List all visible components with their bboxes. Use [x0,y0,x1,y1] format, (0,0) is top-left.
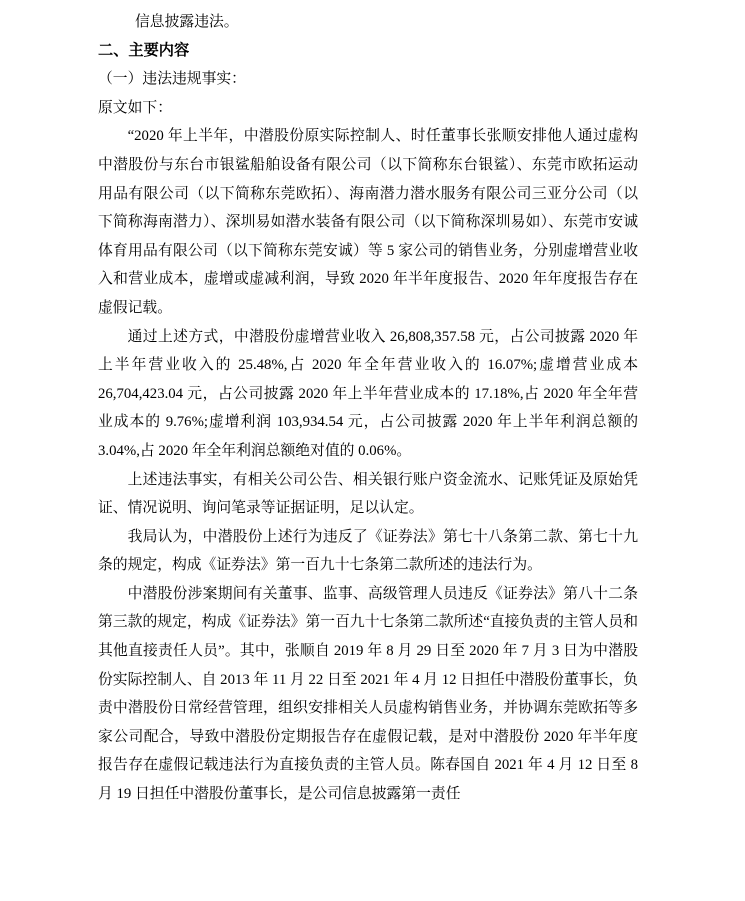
paragraph-responsibility: 中潜股份涉案期间有关董事、监事、高级管理人员违反《证券法》第八十二条第三款的规定，构成《证券法》第一百九十七条第二款所述“直接负责的主管人员和其他直接责任人员”。其中，张顺自 2019 年 8 月 29 日至 2020 年 7 月 3 日为中潜股份实际控制人、自 2013 年 11 月 22 日至 2021 年 4 月 12 日担任中潜股份董事长，负责中潜股份日常经营管理，组织安排相关人员虚构销售业务，并协调东莞欧拓等多家公司配合，导致中潜股份定期报告存在虚假记载，是对中潜股份 2020 年半年度报告存在虚假记载违法行为直接负责的主管人员。陈春国自 2021 年 4 月 12 日至 8 月 19 日担任中潜股份董事长，是公司信息披露第一责任 [98,585,638,803]
paragraph-opinion: 我局认为，中潜股份上述行为违反了《证券法》第七十八条第二款、第七十九条的规定，构成《证券法》第一百九十七条第二款所述的违法行为。 [98,528,638,574]
subsection-heading: （一）违法违规事实： [98,71,246,88]
lead-line: 原文如下： [98,99,172,116]
section-heading: 二、主要内容 [98,41,190,59]
paragraph-evidence: 上述违法事实，有相关公司公告、相关银行账户资金流水、记账凭证及原始凭证、情况说明、询问笔录等证据证明，足以认定。 [98,471,638,517]
paragraph-amounts: 通过上述方式，中潜股份虚增营业收入 26,808,357.58 元，占公司披露 2020 年上半年营业收入的 25.48%,占 2020 年全年营业收入的 16.07%;虚增营业成本 26,704,423.04 元，占公司披露 2020 年上半年营业成本的 17.18%,占 2020 年全年营业成本的 9.76%;虚增利润 103,934.54 元，占公司披露 2020 年上半年利润总额的 3.04%,占 2020 年全年利润总额绝对值的 0.06%。 [98,328,638,459]
paragraph-facts: “2020 年上半年，中潜股份原实际控制人、时任董事长张顺安排他人通过虚构中潜股份与东台市银鲨船舶设备有限公司（以下简称东台银鲨）、东莞市欧拓运动用品有限公司（以下简称东莞欧拓）、海南潜力潜水服务有限公司三亚分公司（以下简称海南潜力）、深圳易如潜水装备有限公司（以下简称深圳易如）、东莞市安诚体育用品有限公司（以下简称东莞安诚）等 5 家公司的销售业务，分别虚增营业收入和营业成本，虚增或虚减利润，导致 2020 年半年度报告、2020 年年度报告存在虚假记载。 [98,128,638,316]
continuation-line: 信息披露违法。 [135,14,239,30]
